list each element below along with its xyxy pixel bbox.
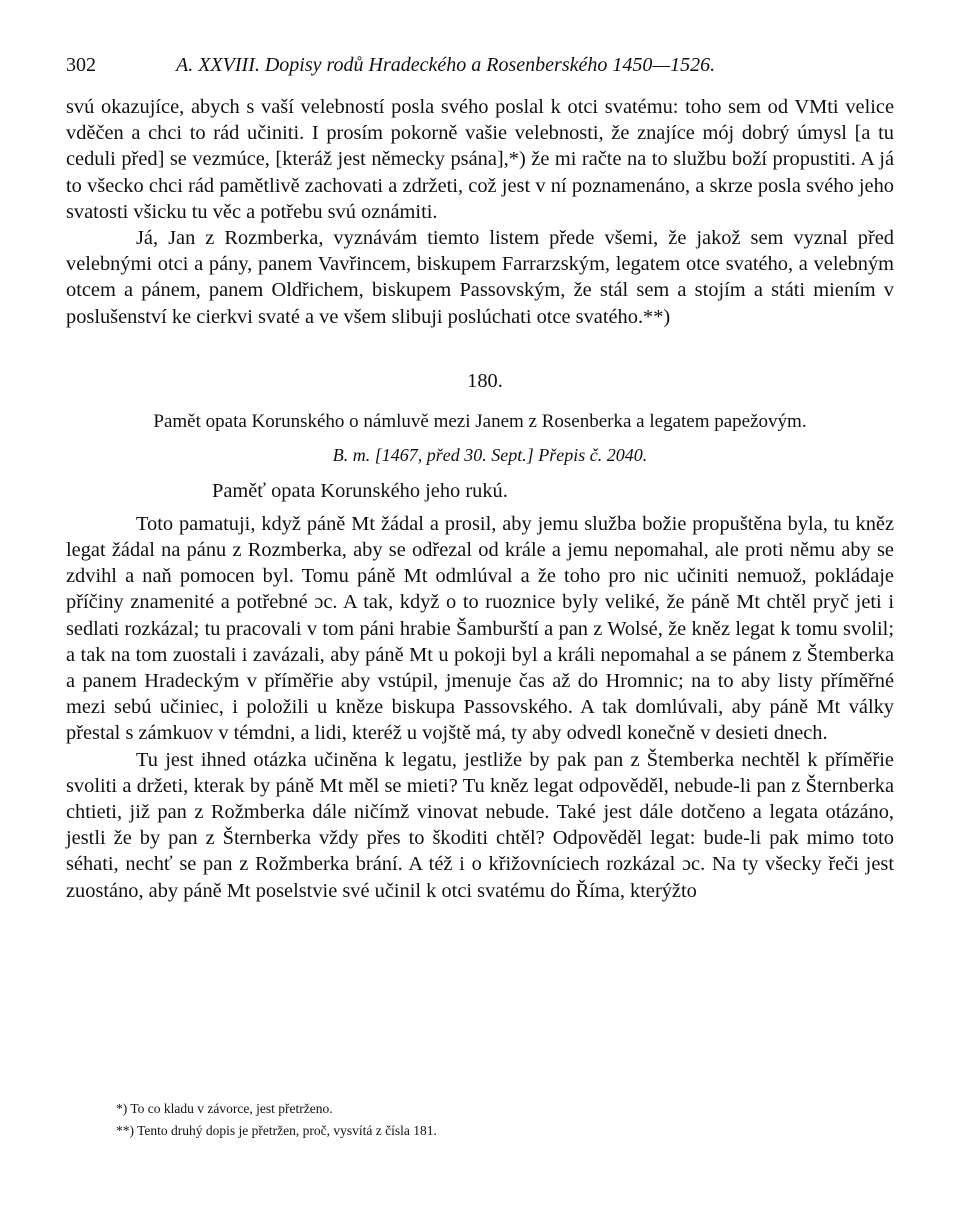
document-source: B. m. [1467, před 30. Sept.] Přepis č. 2040.	[332, 444, 648, 465]
footnotes	[116, 1098, 876, 1142]
page	[66, 54, 894, 904]
declaration-paragraph: Já, Jan z Rozmberka, vyznávám tiemto listem přede všemi, že jakož sem vyznal před velebnými otci a pány, panem Vavřincem, biskupem Farrarzským, legatem otce svatého, a velebným otcem a pánem, panem Oldřichem, biskupem Passovským, že stál sem a stojím a státi miením v poslušenství ke cierkvi svaté a ve všem slibuji poslúchati otce svatého.**)	[66, 227, 894, 328]
footnote: **) Tento druhý dopis je přetržen, proč, vysvítá z čísla 181.	[116, 1123, 437, 1138]
document-number: 180.	[467, 369, 503, 392]
document-heading: Paměť opata Korunského jeho rukú.	[212, 479, 508, 502]
document-paragraph: Tu jest ihned otázka učiněna k legatu, jestliže by pak pan z Štemberka nechtěl k příměřie svoliti a držeti, kterak by páně Mt měl se mieti? Tu kněz legat odpověděl, nebude-li pan z Šternberka chtieti, již pan z Rožmberka dále ničímž vinovat nebude. Také jest dále dotčeno a legata otázáno, jestli že by pan z Šternberka vždy přes to škoditi chtěl? Odpověděl legat: bude-li pak mimo toto séhati, nechť se pan z Rožmberka brání. A též i o křižovníciech rozkázal ɔc. Na ty všecky řeči jest zuostáno, aby páně Mt poselstvie své učinil k otci svatému do Říma, kterýžto	[66, 748, 894, 902]
page-header	[66, 54, 894, 94]
document-title: Pamět opata Korunského o námluvě mezi Janem z Rosenberka a legatem papežovým.	[153, 410, 807, 432]
page-number: 302	[66, 54, 96, 76]
running-title: A. XXVIII. Dopisy rodů Hradeckého a Rosenberského 1450—1526.	[176, 54, 716, 76]
continued-paragraph: svú okazujíce, abych s vaší velebností posla svého poslal k otci svatému: toho sem od VMti velice vděčen a chci to rád učiniti. I prosím pokorně vašie velebnosti, že znajíce mój dobrý úmysl [a tu ceduli před] se vezmúce, [kteráž jest německy psána],*) že mi račte na to službu boží propustiti. A já to všecko chci rád pamětlivě zachovati a zdržeti, což jest v ní poznamenáno, a skrze posla svého jeho svatosti všicku tu věc a potřebu svú oznámiti.	[66, 96, 894, 223]
document-paragraph: Toto pamatuji, když páně Mt žádal a prosil, aby jemu služba božie propuštěna byla, tu kněz legat žádal na pánu z Rozmberka, aby se odřezal od krále a jemu nepomahal, ale proti němu aby se zdvihl a naň pomocen byl. Tomu páně Mt odmlúval a že toho pro nic učiniti nemuož, pokládaje příčiny znamenité a potřebné ɔc. A tak, když o to ruoznice byly veliké, že páně Mt chtěl pryč jeti i sedlati rozkázal; tu pracovali v tom páni hrabie Šamburští a pan z Wolsé, že kněz legat k tomu svolil; a tak na tom zuostali i zavázali, aby páně Mt u pokoji byl a králi nepomahal a se pánem z Štemberka a panem Hradeckým v příměřie aby vstúpil, jmenuje čas až do Hromnic; na to aby listy příměřné mezi sebú učiniec, i položili u kněze biskupa Passovského. A tak domlúvali, aby páně Mt války přestal s zámkuov v témdni, a lidi, kteréž u vojště má, ty aby odvedl konečně v desieti dnech.	[66, 512, 894, 745]
footnote: *) To co kladu v závorce, jest přetrženo.	[116, 1101, 333, 1116]
